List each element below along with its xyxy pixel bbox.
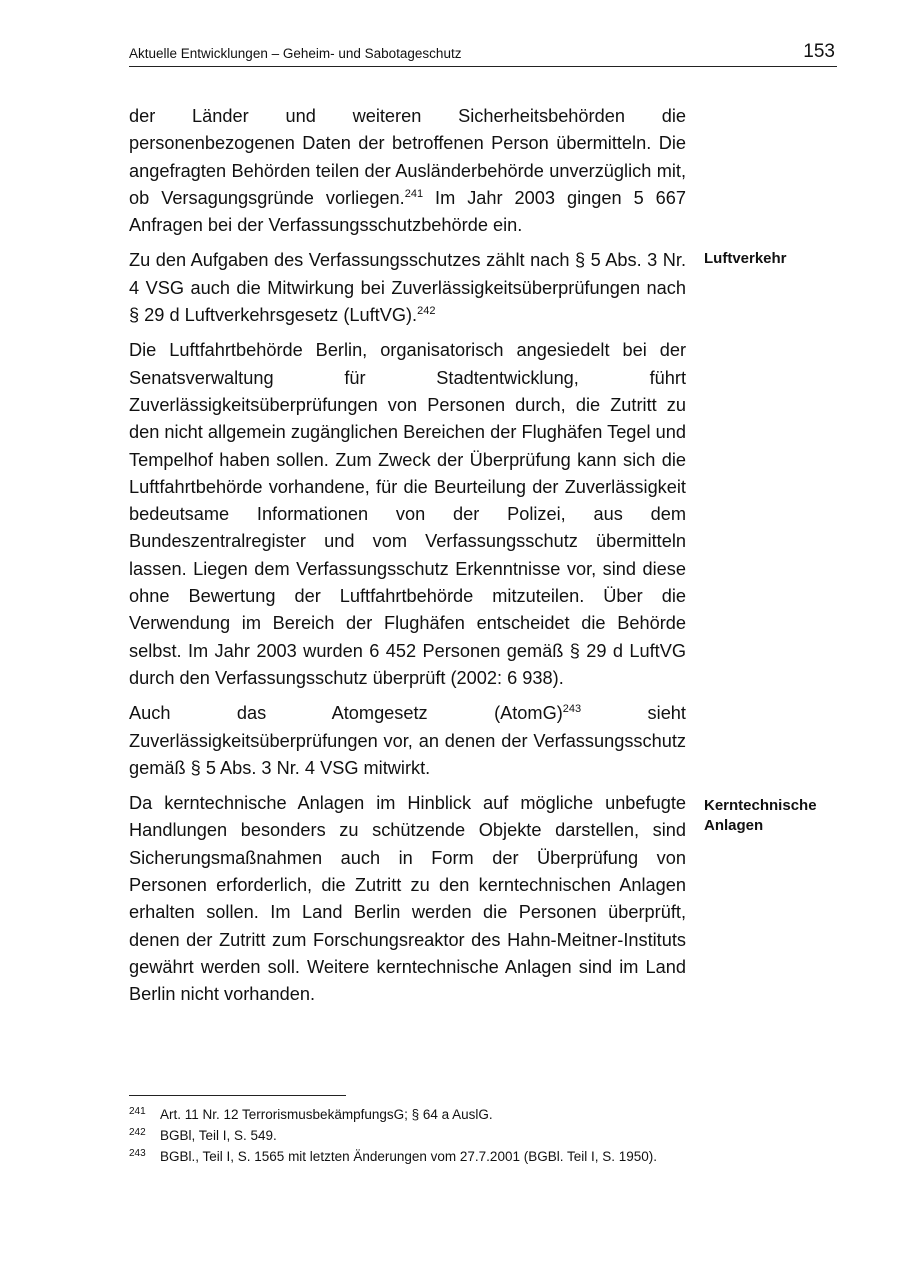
paragraph-5-text: Da kerntechnische Anlagen im Hinblick auf mögliche unbefugte Handlungen besonders zu schützende Objekte darstellen, sind Sicherungsmaßnahmen auch in Form der Überprüfung von Personen erforderlich, die Zutritt zu den kerntechnischen Anlagen erhalten sollen. Im Land Berlin werden die Personen überprüft, denen der Zutritt zum Forschungsreaktor des Hahn-Meitner-Instituts gewährt werden soll. Weitere kerntechnische Anlagen sind im Land Berlin nicht vorhanden. [129, 793, 686, 1005]
footnote-text: BGBl, Teil I, S. 549. [160, 1128, 277, 1143]
footnote-ref-241: 241 [404, 187, 424, 200]
page-number: 153 [803, 41, 835, 62]
footnotes [129, 1106, 686, 1169]
header-title: Aktuelle Entwicklungen – Geheim- und Sabotageschutz [129, 46, 462, 61]
footnote-243 [129, 1148, 686, 1165]
paragraph-1-text-after: Im Jahr 2003 gingen 5 667 Anfragen bei der Verfassungsschutzbehörde ein. [129, 187, 686, 236]
footnote-text: BGBl., Teil I, S. 1565 mit letzten Änderungen vom 27.7.2001 (BGBl. Teil I, S. 1950). [160, 1149, 658, 1164]
margin-note-kerntechnische-anlagen [704, 796, 844, 836]
footnote-text: Art. 11 Nr. 12 TerrorismusbekämpfungsG; § 64 a AuslG. [160, 1107, 493, 1122]
paragraph-2 [129, 247, 787, 329]
paragraph-1-text: der Länder und weiteren Sicherheitsbehörden die personenbezogenen Daten der betroffenen Person übermitteln. Die angefragten Behörden teilen der Ausländerbehörde unverzüglich mit, ob Versagungsgründe vorliegen. [129, 106, 686, 208]
footnote-number: 242 [129, 1127, 146, 1138]
footnote-241 [129, 1106, 686, 1123]
margin-note-line-2: Anlagen [704, 817, 764, 835]
footnote-number: 241 [129, 1106, 146, 1117]
paragraph-4-text: Auch das Atomgesetz (AtomG) [129, 703, 563, 724]
running-header [129, 40, 837, 67]
footnote-separator [129, 1095, 346, 1096]
footnote-ref-242: 242 [417, 305, 436, 318]
paragraph-5 [129, 790, 817, 1008]
margin-note-luftverkehr: Luftverkehr [704, 250, 787, 268]
paragraph-4-text-after: sieht Zuverlässigkeitsüberprüfungen vor, an denen der Verfassungsschutz gemäß § 5 Abs. 3 Nr. 4 VSG mitwirkt. [129, 703, 686, 778]
paragraph-3: Die Luftfahrtbehörde Berlin, organisatorisch angesiedelt bei der Senatsverwaltung für Stadtentwicklung, führt Zuverlässigkeitsüberprüfungen von Personen durch, die Zutritt zu den nicht allgemein zugänglichen Bereichen der Flughäfen Tegel und Tempelhof haben sollen. Zum Zweck der Überprüfung kann sich die Luftfahrtbehörde vorhandene, für die Beurteilung der Zuverlässigkeit bedeutsame Informationen von der Polizei, aus dem Bundeszentralregister und vom Verfassungsschutz übermitteln lassen. Liegen dem Verfassungsschutz Erkenntnisse vor, sind diese ohne Bewertung der Luftfahrtbehörde mitzuteilen. Über die Verwendung im Bereich der Flughäfen entscheidet die Behörde selbst. Im Jahr 2003 wurden 6 452 Personen gemäß § 29 d LuftVG durch den Verfassungsschutz überprüft (2002: 6 938). [129, 340, 686, 688]
body-text [129, 103, 817, 1017]
margin-note-line-1: Kerntechnische [704, 797, 817, 815]
footnote-242 [129, 1127, 686, 1144]
paragraph-1 [129, 103, 686, 239]
paragraph-2-text: Zu den Aufgaben des Verfassungsschutzes zählt nach § 5 Abs. 3 Nr. 4 VSG auch die Mitwirkung bei Zuverlässigkeitsüberprüfungen nach § 29 d Luftverkehrsgesetz (LuftVG). [129, 250, 686, 326]
footnote-number: 243 [129, 1148, 146, 1159]
paragraph-4 [129, 700, 686, 782]
footnote-ref-243: 243 [562, 703, 582, 716]
